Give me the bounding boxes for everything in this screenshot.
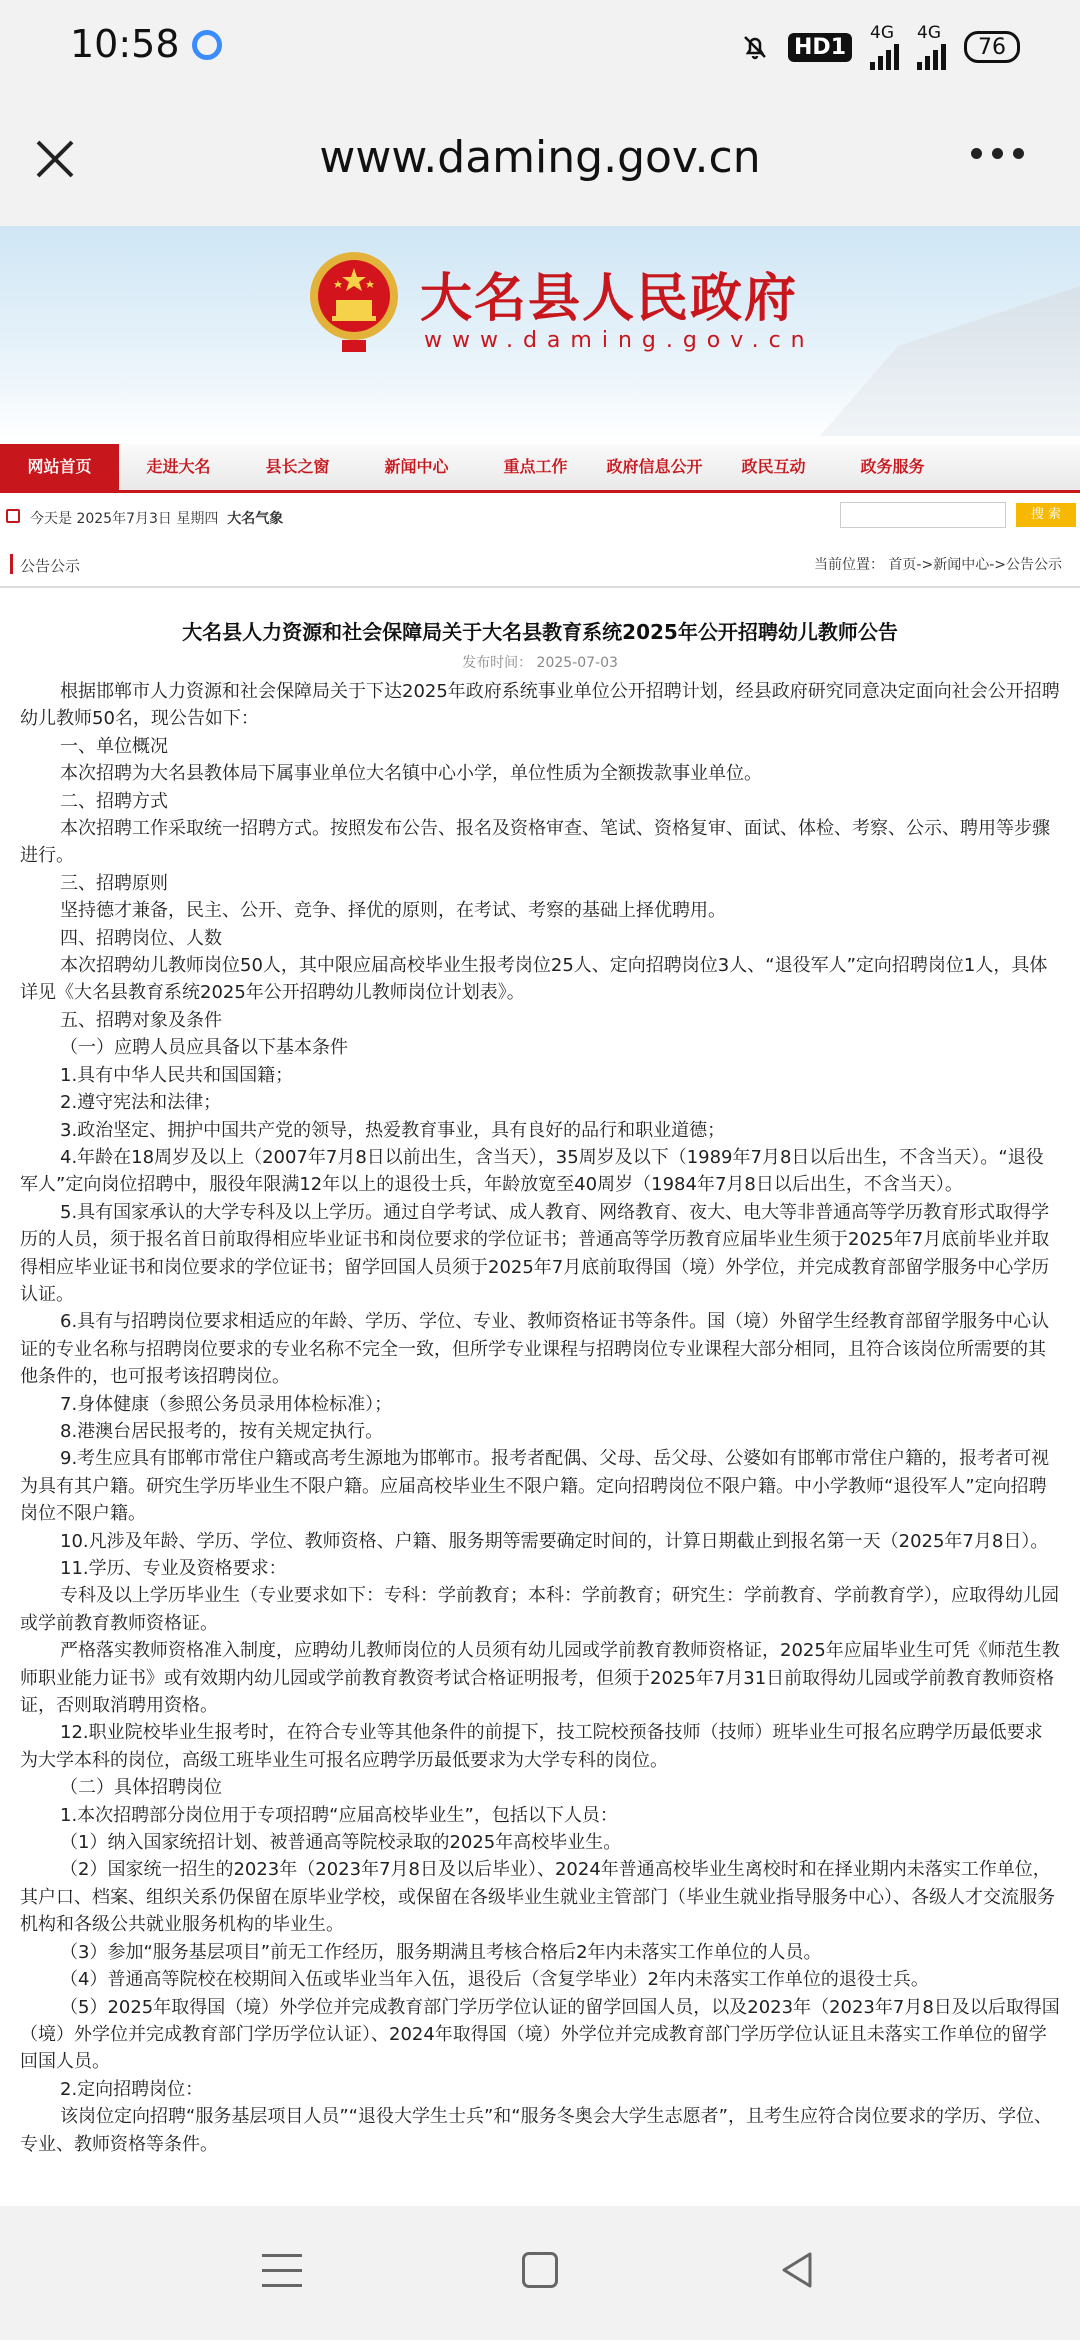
article-paragraph: 4.年龄在18周岁及以上（2007年7月8日以前出生，含当天），35周岁及以下（1989年7月8日以后出生，不含当天）。“退役军人”定向岗位招聘中，服役年限满12年以上的退役士兵，年龄放宽至40周岁（1984年7月8日以后出生，不含当天）。 [20,1146,1044,1196]
browser-toolbar [0,96,1080,226]
article-paragraph: 9.考生应具有邯郸市常住户籍或高考生源地为邯郸市。报考者配偶、父母、岳父母、公婆如有邯郸市常住户籍的，报考者可视为具有其户籍。研究生学历毕业生不限户籍。应届高校毕业生不限户籍。定向招聘岗位不限户籍。中小学教师“退役军人”定向招聘岗位不限户籍。 [20,1448,1050,1525]
article-paragraph: 3.政治坚定、拥护中国共产党的领导，热爱教育事业，具有良好的品行和职业道德； [60,1119,726,1141]
web-page [0,226,1080,2206]
article-paragraph: （5）2025年取得国（境）外学位并完成教育部门学历学位认证的留学回国人员，以及2023年（2023年7月8日及以后取得国（境）外学位并完成教育部门学历学位认证）、2024年取得国（境）外学位并完成教育部门学历学位认证且未落实工作单位的留学回国人员。 [20,1996,1060,2073]
status-time: 10:58 [70,22,180,66]
app-notification-icon [192,30,222,60]
article-paragraph: 11.学历、专业及资格要求： [60,1558,287,1579]
nav-gov-info[interactable]: 政府信息公开 [606,457,703,476]
hd-icon: HD1 [788,33,852,62]
article-paragraph: 8.港澳台居民报考的，按有关规定执行。 [60,1420,384,1442]
article-paragraph: （2）国家统一招生的2023年（2023年7月8日及以后毕业）、2024年普通高校毕业生离校时和在择业期内未落实工作单位，其户口、档案、组织关系仍保留在原毕业学校，或保留在各级毕业生就业主管部门（毕业生就业指导服务中心）、各级人才交流服务机构和各级公共就业服务机构的毕业生。 [20,1859,1055,1936]
signal-2-icon [917,22,946,70]
article-paragraph: 坚持德才兼备，民主、公开、竞争、择优的原则，在考试、考察的基础上择优聘用。 [60,900,726,922]
section-bar [0,542,1080,588]
nav-interaction[interactable]: 政民互动 [741,457,806,476]
signal-1-icon [870,22,899,70]
article-body [20,678,1060,2158]
site-title: 大名县人民政府 [420,268,799,329]
recent-apps-icon[interactable] [262,2254,302,2299]
nav-key-work[interactable]: 重点工作 [503,457,568,476]
article-paragraph: 本次招聘工作采取统一招聘方式。按照发布公告、报名及资格审查、笔试、资格复审、面试、体检、考察、公示、聘用等步骤进行。 [20,818,1050,867]
article-paragraph: 2.遵守宪法和法律； [60,1092,222,1114]
article-paragraph: （二）具体招聘岗位 [60,1777,222,1799]
main-nav [0,444,1080,493]
article-paragraph: 二、招聘方式 [60,790,168,812]
article-paragraph: 三、招聘原则 [60,872,168,894]
article-paragraph: 本次招聘幼儿教师岗位50人，其中限应届高校毕业生报考岗位25人、定向招聘岗位3人、“退役军人”定向招聘岗位1人，具体详见《大名县教育系统2025年公开招聘幼儿教师岗位计划表》。 [20,955,1048,1004]
article-date: 发布时间： 2025-07-03 [462,655,618,671]
great-wall-decoration [820,286,1080,436]
article-paragraph: 2.定向招聘岗位： [60,2078,204,2100]
article-paragraph: 10.凡涉及年龄、学历、学位、教师资格、户籍、服务期等需要确定时间的，计算日期截止到报名第一天（2025年7月8日）。 [60,1530,1049,1552]
nav-home[interactable]: 网站首页 [0,444,119,490]
article-paragraph: 6.具有与招聘岗位要求相适应的年龄、学历、学位、专业、教师资格证书等条件。国（境）外留学生经教育部留学服务中心认证的专业名称与招聘岗位要求的专业名称不完全一致，但所学专业课程与招聘岗位专业课程大部分相同，且符合该岗位所需要的其他条件的，也可报考该招聘岗位。 [20,1311,1050,1388]
section-marker [10,554,13,574]
article-paragraph: 五、招聘对象及条件 [60,1009,222,1031]
nav-county-head[interactable]: 县长之窗 [265,457,330,476]
section-title: 公告公示 [20,557,81,575]
info-bar [0,494,1080,540]
search-input[interactable] [840,502,1006,528]
status-bar [0,0,1080,96]
weather-link[interactable]: 大名气象 [227,511,284,527]
breadcrumb[interactable]: 当前位置： 首页->新闻中心->公告公示 [813,557,1062,573]
article-title: 大名县人力资源和社会保障局关于大名县教育系统2025年公开招聘幼儿教师公告 [182,620,898,644]
system-nav-bar [0,2206,1080,2340]
site-banner [0,226,1080,444]
nav-services[interactable]: 政务服务 [860,457,925,476]
mute-bell-icon [740,32,770,62]
battery-icon [964,31,1020,63]
article-paragraph: 该岗位定向招聘“服务基层项目人员”“退役大学生士兵”和“服务冬奥会大学生志愿者”，且考生应符合岗位要求的学历、学位、专业、教师资格等条件。 [20,2106,1052,2155]
more-options-icon[interactable] [971,148,1024,159]
battery-level: 76 [978,34,1006,60]
status-icons [740,22,1020,72]
article-paragraph: （一）应聘人员应具备以下基本条件 [60,1037,348,1059]
article-paragraph: 1.具有中华人民共和国国籍； [60,1064,294,1086]
article-paragraph: 本次招聘为大名县教体局下属事业单位大名镇中心小学，单位性质为全额拨款事业单位。 [60,763,762,785]
site-domain: www.daming.gov.cn [424,328,815,353]
date-text: 今天是 2025年7月3日 星期四 [30,511,219,527]
article-paragraph: 7.身体健康（参照公务员录用体检标准）； [60,1393,393,1415]
article-paragraph: （4）普通高等院校在校期间入伍或毕业当年入伍，退役后（含复学毕业）2年内未落实工作单位的退役士兵。 [60,1969,929,1991]
today-text [30,508,283,528]
article-paragraph: 根据邯郸市人力资源和社会保障局关于下达2025年政府系统事业单位公开招聘计划，经县政府研究同意决定面向社会公开招聘幼儿教师50名，现公告如下： [20,681,1060,730]
home-icon[interactable] [522,2252,558,2288]
search-button[interactable]: 搜 索 [1016,503,1076,527]
article-paragraph: 一、单位概况 [60,735,168,757]
article-paragraph: 5.具有国家承认的大学专科及以上学历。通过自学考试、成人教育、网络教育、夜大、电大等非普通高等学历教育形式取得学历的人员，须于报名首日前取得相应毕业证书和岗位要求的学位证书；普通高等学历教育应届毕业生须于2025年7月底前毕业并取得相应毕业证书和岗位要求的学位证书；留学回国人员须于2025年7月底前取得国（境）外学位，并完成教育部留学服务中心学历认证。 [20,1201,1050,1305]
network-type-1: 4G [870,22,894,43]
article-paragraph: 四、招聘岗位、人数 [60,927,222,949]
article-paragraph: （3）参加“服务基层项目”前无工作经历，服务期满且考核合格后2年内未落实工作单位的人员。 [60,1941,822,1963]
back-icon[interactable] [778,2250,814,2290]
national-emblem-icon [308,248,400,354]
nav-news-center[interactable]: 新闻中心 [384,457,449,476]
url-bar[interactable]: www.daming.gov.cn [319,132,761,183]
network-type-2: 4G [917,22,941,43]
article-paragraph: （1）纳入国家统招计划、被普通高等院校录取的2025年高校毕业生。 [60,1832,622,1854]
article-paragraph: 专科及以上学历毕业生（专业要求如下：专科：学前教育；本科：学前教育；研究生：学前教育、学前教育学），应取得幼儿园或学前教育教师资格证。 [20,1585,1059,1634]
calendar-icon [6,509,20,523]
article-paragraph: 1.本次招聘部分岗位用于专项招聘“应届高校毕业生”，包括以下人员： [60,1804,618,1826]
article-paragraph: 12.职业院校毕业生报考时，在符合专业等其他条件的前提下，技工院校预备技师（技师）班毕业生可报名应聘学历最低要求为大学本科的岗位，高级工班毕业生可报名应聘学历最低要求为大学专科的岗位。 [20,1722,1043,1771]
article-paragraph: 严格落实教师资格准入制度，应聘幼儿教师岗位的人员须有幼儿园或学前教育教师资格证，2025年应届毕业生可凭《师范生教师职业能力证书》或有效期内幼儿园或学前教育教资考试合格证明报考，但须于2025年7月31日前取得幼儿园或学前教育教师资格证，否则取消聘用资格。 [20,1640,1060,1717]
nav-about-daming[interactable]: 走进大名 [146,457,211,476]
